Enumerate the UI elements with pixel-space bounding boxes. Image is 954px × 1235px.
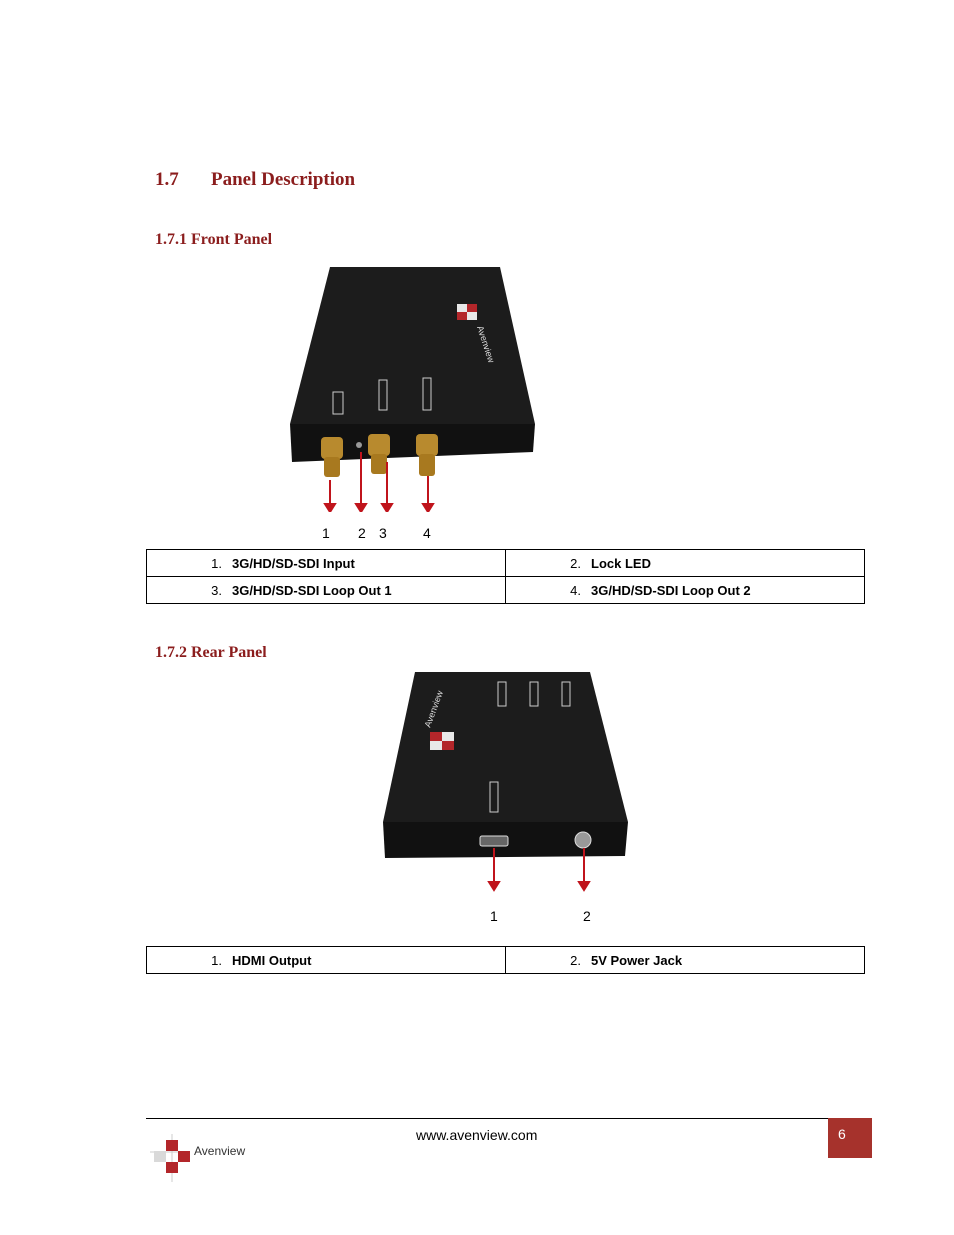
table-row	[147, 577, 865, 604]
item-number: 1.	[211, 952, 222, 968]
footer-divider	[146, 1118, 828, 1119]
rear-panel-photo	[380, 670, 630, 900]
callout-2: 2	[358, 525, 366, 541]
callout-3: 3	[379, 525, 387, 541]
avenview-logo-icon	[457, 304, 477, 320]
hdmi-port	[480, 836, 508, 846]
page-number: 6	[838, 1126, 846, 1142]
item-number: 1.	[211, 555, 222, 571]
bnc-connector-1	[321, 437, 343, 477]
callout-4: 4	[423, 525, 431, 541]
footer-logo-text: Avenview	[194, 1144, 246, 1158]
item-number: 4.	[570, 582, 581, 598]
avenview-logo-icon	[150, 1134, 260, 1184]
front-panel-photo	[285, 262, 535, 512]
device-brand-label: Avenview	[475, 324, 497, 365]
item-label: 3G/HD/SD-SDI Loop Out 1	[232, 582, 392, 598]
table-cell	[147, 947, 506, 974]
table-cell	[506, 947, 865, 974]
device-top-surface	[290, 267, 535, 424]
avenview-logo-icon	[430, 732, 454, 750]
section-title: Panel Description	[211, 169, 356, 190]
rear-panel-table	[146, 946, 865, 974]
front-panel-heading: 1.7.1 Front Panel	[155, 231, 273, 248]
section-number: 1.7	[155, 169, 179, 190]
table-row	[147, 550, 865, 577]
callout-1: 1	[322, 525, 330, 541]
callout-2: 2	[583, 908, 591, 924]
item-number: 2.	[570, 555, 581, 571]
table-cell	[147, 577, 506, 604]
page-number-box	[828, 1118, 872, 1158]
item-label: 3G/HD/SD-SDI Input	[232, 555, 355, 571]
lock-led	[356, 442, 362, 448]
power-jack	[575, 832, 591, 848]
item-number: 3.	[211, 582, 222, 598]
rear-panel-heading: 1.7.2 Rear Panel	[155, 644, 267, 661]
footer-url: www.avenview.com	[416, 1127, 538, 1143]
table-row	[147, 947, 865, 974]
callout-1: 1	[490, 908, 498, 924]
front-panel-table	[146, 549, 865, 604]
item-label: 5V Power Jack	[591, 952, 683, 968]
item-label: HDMI Output	[232, 952, 312, 968]
bnc-connector-3	[416, 434, 438, 476]
item-number: 2.	[570, 952, 581, 968]
table-cell	[506, 577, 865, 604]
device-brand-label: Avenview	[422, 689, 445, 729]
footer-logo	[150, 1134, 260, 1189]
table-cell	[147, 550, 506, 577]
section-heading	[155, 169, 355, 191]
item-label: Lock LED	[591, 555, 651, 571]
item-label: 3G/HD/SD-SDI Loop Out 2	[591, 582, 751, 598]
table-cell	[506, 550, 865, 577]
